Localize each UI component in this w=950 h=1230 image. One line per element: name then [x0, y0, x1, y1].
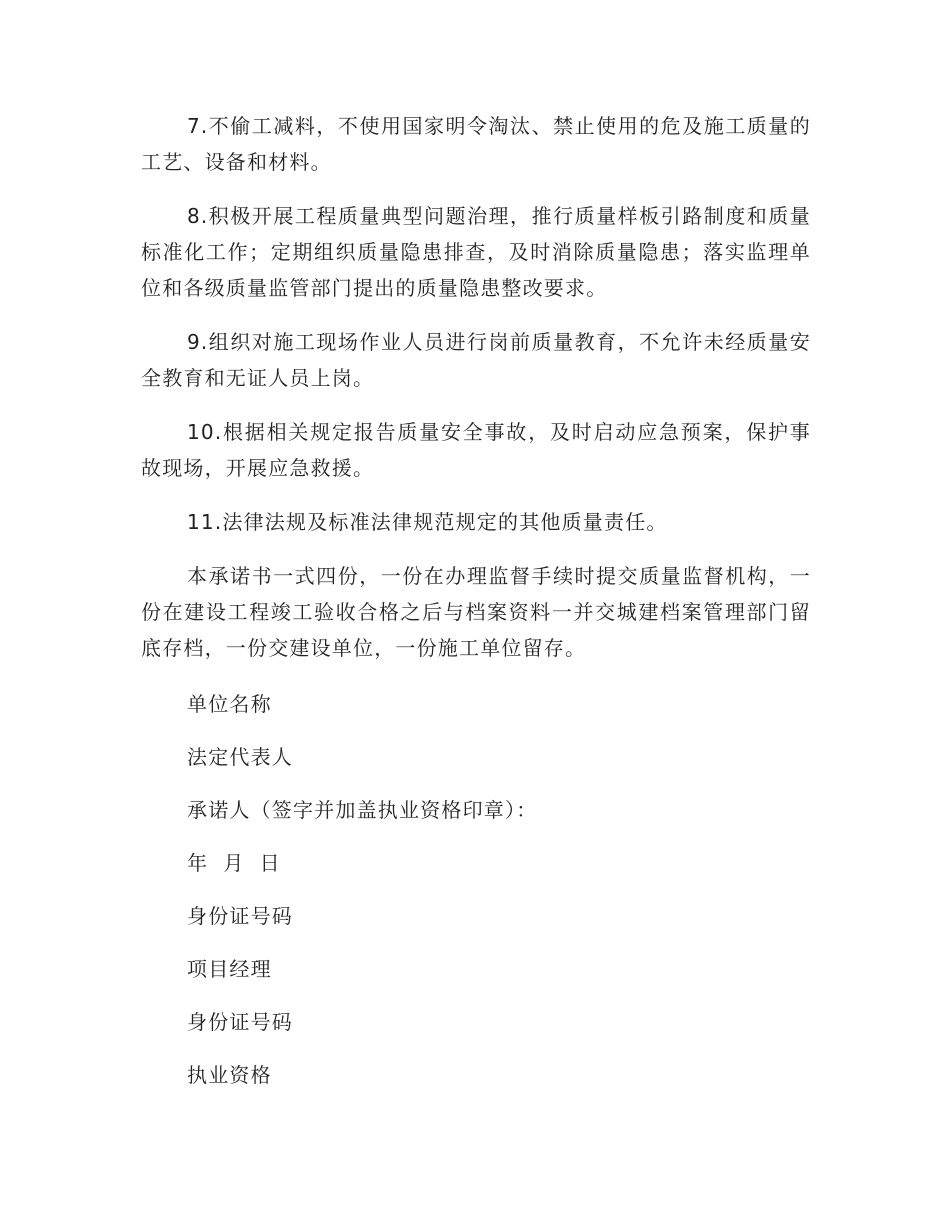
date-label: 年 月 日 [187, 851, 281, 875]
item-9-paragraph: 9.组织对施工现场作业人员进行岗前质量教育，不允许未经质量安全教育和无证人员上岗。 [141, 330, 811, 390]
promisor-signature-label: 承诺人（签字并加盖执业资格印章）： [187, 798, 538, 822]
project-manager-id-number-label: 身份证号码 [187, 1010, 293, 1034]
item-11-paragraph: 11.法律法规及标准法律规范规定的其他质量责任。 [187, 510, 668, 534]
unit-name-label: 单位名称 [187, 692, 272, 716]
legal-representative-label: 法定代表人 [187, 745, 293, 769]
item-8-paragraph: 8.积极开展工程质量典型问题治理，推行质量样板引路制度和质量标准化工作；定期组织质量隐患排查，及时消除质量隐患；落实监理单位和各级质量监管部门提出的质量隐患整改要求。 [141, 204, 811, 300]
item-7-paragraph: 7.不偷工减料，不使用国家明令淘汰、禁止使用的危及施工质量的工艺、设备和材料。 [141, 114, 811, 174]
project-manager-label: 项目经理 [187, 957, 272, 981]
qualification-label: 执业资格 [187, 1063, 272, 1087]
item-10-paragraph: 10.根据相关规定报告质量安全事故，及时启动应急预案，保护事故现场，开展应急救援。 [141, 420, 811, 480]
document-body [141, 108, 811, 1110]
closing-paragraph: 本承诺书一式四份，一份在办理监督手续时提交质量监督机构，一份在建设工程竣工验收合格之后与档案资料一并交城建档案管理部门留底存档，一份交建设单位，一份施工单位留存。 [141, 564, 811, 660]
id-number-label: 身份证号码 [187, 904, 293, 928]
